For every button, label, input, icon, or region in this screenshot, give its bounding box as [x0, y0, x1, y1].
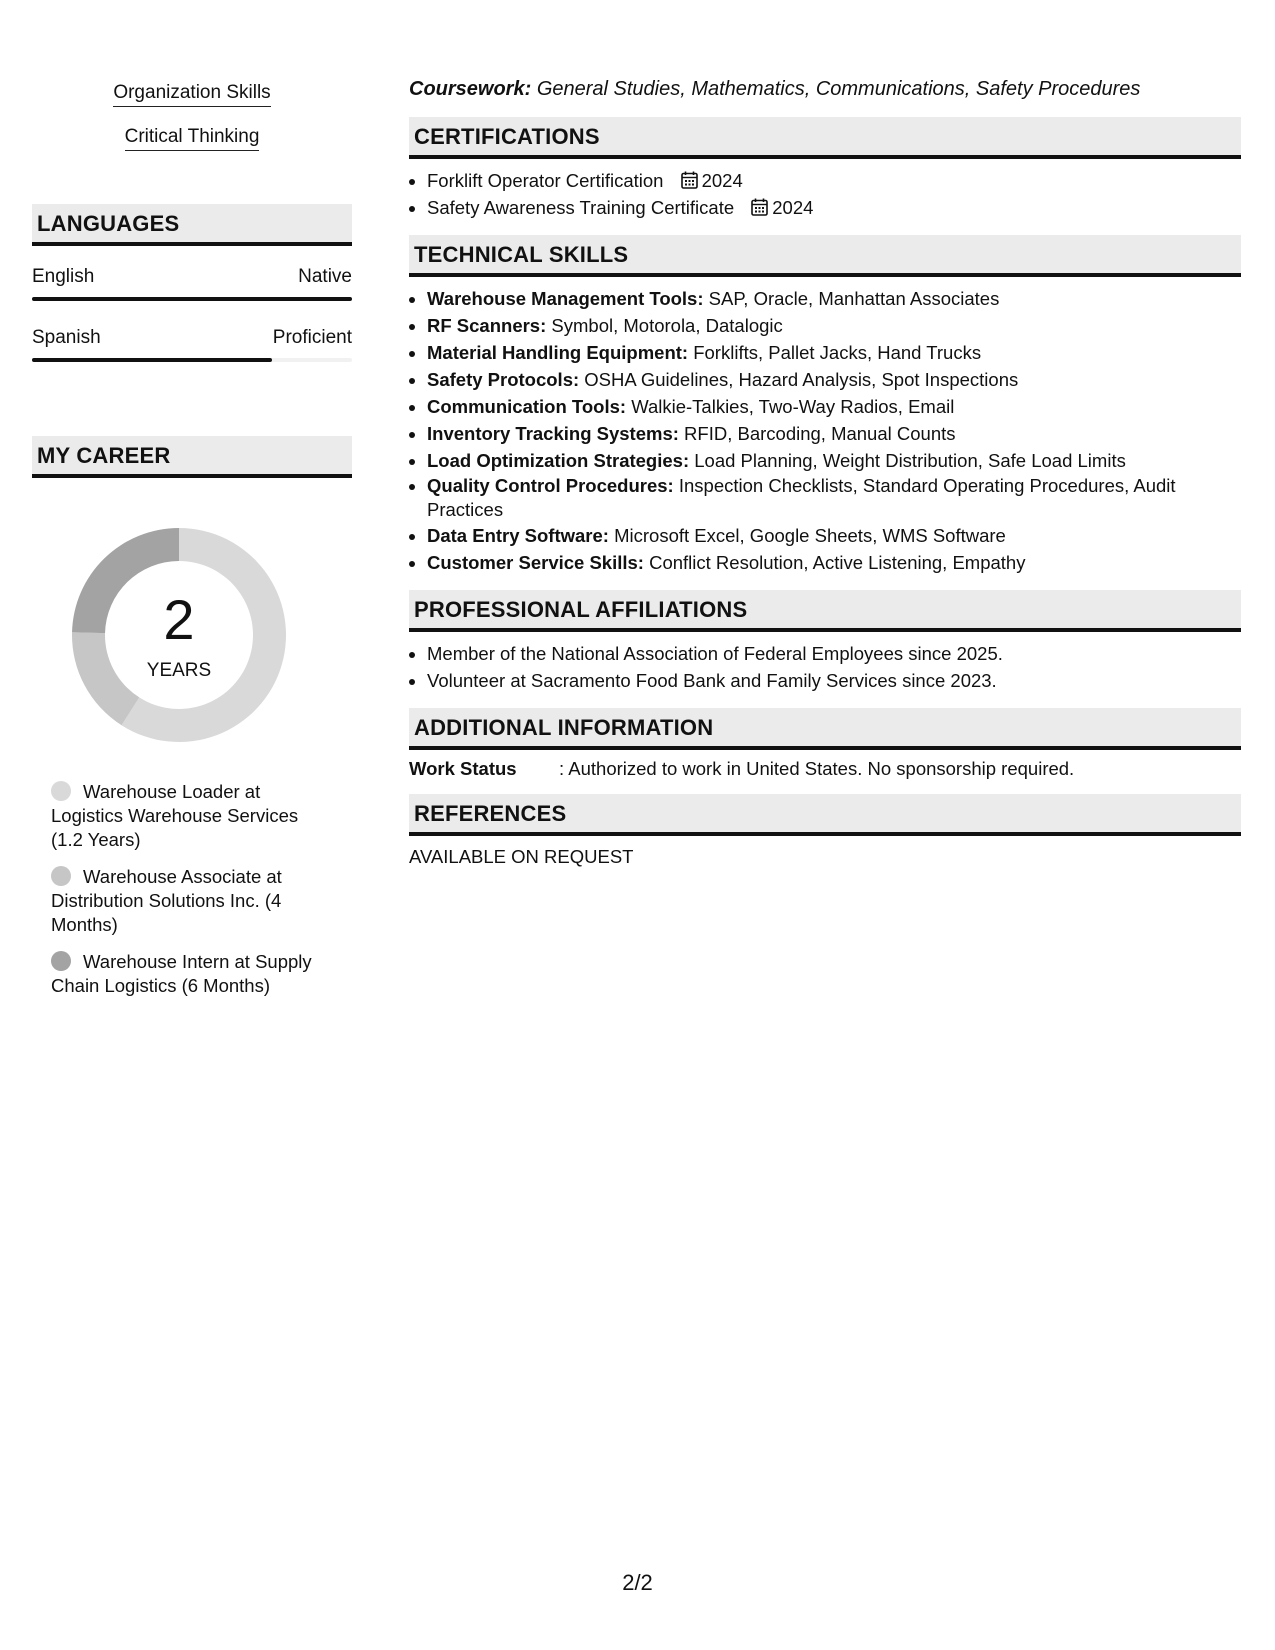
skill-item: [427, 366, 1241, 393]
language-proficiency-bar: [32, 297, 352, 301]
main-column: [409, 78, 1241, 868]
languages-heading: LANGUAGES: [32, 204, 352, 246]
career-legend-dot: [51, 866, 71, 886]
skill-value: Walkie-Talkies, Two-Way Radios, Email: [631, 396, 955, 417]
affiliation-item: • Volunteer at Sacramento Food Bank and Family Services since 2023.: [427, 667, 1241, 694]
career-legend-dot: [51, 951, 71, 971]
skill-label: Safety Protocols:: [427, 369, 580, 390]
career-list: [51, 780, 331, 998]
career-legend-dot: [51, 781, 71, 801]
certification-item: [427, 167, 1241, 194]
certification-name: Forklift Operator Certification: [427, 170, 664, 191]
calendar-icon: [681, 171, 698, 189]
skill-label: Warehouse Management Tools:: [427, 288, 704, 309]
skill-item: [427, 420, 1241, 447]
skill-item: [427, 285, 1241, 312]
references-text: AVAILABLE ON REQUEST: [409, 846, 634, 867]
skill-item: [427, 474, 1241, 522]
language-level: Proficient: [272, 327, 352, 348]
career-total-number: 2: [163, 588, 195, 651]
skill-value: Forklifts, Pallet Jacks, Hand Trucks: [693, 342, 982, 363]
language-item: [32, 266, 352, 301]
skill-label: Inventory Tracking Systems:: [427, 423, 679, 444]
skill-value: Load Planning, Weight Distribution, Safe Load Limits: [694, 450, 1126, 471]
skill-item: [427, 339, 1241, 366]
career-item-text: Warehouse Loader at Logistics Warehouse Services (1.2 Years): [51, 781, 299, 850]
language-level: Native: [298, 266, 352, 287]
career-item: [51, 950, 331, 998]
career-item: [51, 780, 331, 852]
technical-skills-heading: TECHNICAL SKILLS: [409, 235, 1241, 277]
affiliations-list: [409, 640, 1241, 694]
references-heading: REFERENCES: [409, 794, 1241, 836]
career-heading: MY CAREER: [32, 436, 352, 478]
skill-tag: [32, 82, 352, 110]
skill-item: [427, 549, 1241, 576]
work-status-row: [409, 758, 1241, 780]
career-donut-chart: [64, 520, 294, 750]
sidebar: [32, 82, 352, 1011]
skill-label: RF Scanners:: [427, 315, 547, 336]
skill-tag-label: Organization Skills: [113, 82, 270, 107]
skill-label: Customer Service Skills:: [427, 552, 644, 573]
certification-name: Safety Awareness Training Certificate: [427, 197, 735, 218]
language-proficiency-bar: [32, 358, 352, 362]
language-name: Spanish: [32, 327, 101, 348]
skill-item: [427, 312, 1241, 339]
skill-value: Conflict Resolution, Active Listening, Empathy: [649, 552, 1026, 573]
skill-item: [427, 522, 1241, 549]
coursework: [409, 78, 1241, 101]
skill-value: RFID, Barcoding, Manual Counts: [684, 423, 956, 444]
skill-value: Microsoft Excel, Google Sheets, WMS Software: [614, 525, 1006, 546]
career-total-unit: YEARS: [146, 660, 212, 681]
skill-value: OSHA Guidelines, Hazard Analysis, Spot Inspections: [584, 369, 1019, 390]
work-status-value: : Authorized to work in United States. No sponsorship required.: [559, 758, 1075, 779]
certification-year: 2024: [701, 170, 743, 191]
skill-value: SAP, Oracle, Manhattan Associates: [708, 288, 1000, 309]
skill-value: Inspection Checklists, Standard Operating Procedures, Audit Practices: [427, 475, 1176, 520]
certifications-list: [409, 167, 1241, 221]
skill-label: Load Optimization Strategies:: [427, 450, 690, 471]
language-proficiency-fill: [32, 358, 272, 362]
affiliation-item: • Member of the National Association of Federal Employees since 2025.: [427, 640, 1241, 667]
skill-label: Quality Control Procedures:: [427, 475, 674, 496]
skill-item: [427, 447, 1241, 474]
skill-tag: [32, 126, 352, 154]
career-item-text: Warehouse Intern at Supply Chain Logistics (6 Months): [51, 951, 312, 996]
language-proficiency-fill: [32, 297, 352, 301]
skill-item: [427, 393, 1241, 420]
coursework-label: Coursework:: [409, 78, 532, 100]
work-status-label: Work Status: [409, 758, 517, 779]
affiliations-heading: PROFESSIONAL AFFILIATIONS: [409, 590, 1241, 632]
certification-item: [427, 194, 1241, 221]
career-item-text: Warehouse Associate at Distribution Solutions Inc. (4 Months): [51, 866, 282, 935]
technical-skills-list: [409, 285, 1241, 576]
page-number: 2/2: [622, 1570, 653, 1595]
certification-year: 2024: [772, 197, 814, 218]
additional-info-heading: ADDITIONAL INFORMATION: [409, 708, 1241, 750]
skill-value: Symbol, Motorola, Datalogic: [551, 315, 783, 336]
certifications-heading: CERTIFICATIONS: [409, 117, 1241, 159]
skill-label: Material Handling Equipment:: [427, 342, 689, 363]
language-name: English: [32, 266, 95, 287]
skill-label: Data Entry Software:: [427, 525, 609, 546]
skill-label: Communication Tools:: [427, 396, 627, 417]
coursework-value: General Studies, Mathematics, Communications, Safety Procedures: [536, 78, 1141, 100]
career-item: [51, 865, 331, 937]
skill-tag-label: Critical Thinking: [125, 126, 260, 151]
calendar-icon: [751, 198, 768, 216]
language-item: [32, 327, 352, 362]
